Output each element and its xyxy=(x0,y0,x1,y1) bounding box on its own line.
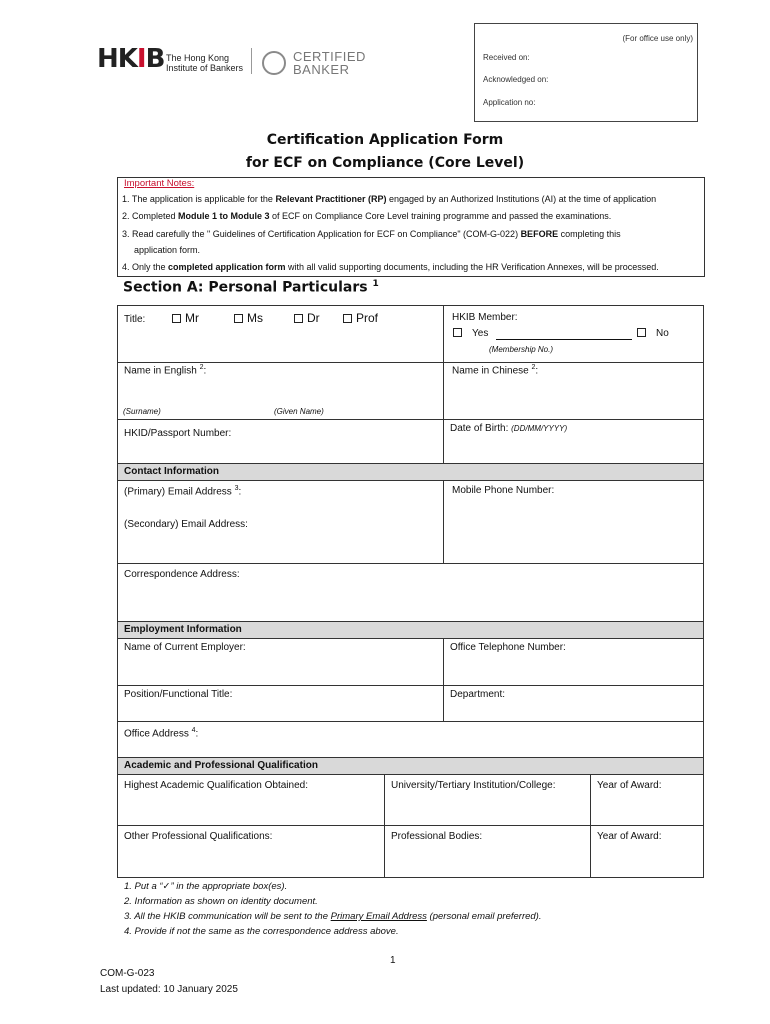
primary-email-sup: 3 xyxy=(234,485,239,492)
position-label: Position/Functional Title: xyxy=(124,689,233,700)
mobile-label: Mobile Phone Number: xyxy=(452,485,555,496)
contact-info-header xyxy=(117,463,704,481)
note-1-text-end: engaged by an Authorized Institutions (AI) at the time of application xyxy=(386,194,657,204)
name-english-text: Name in English xyxy=(124,365,197,377)
certified-seal-icon xyxy=(262,51,286,75)
other-qual-label: Other Professional Qualifications: xyxy=(124,831,273,842)
footnotes xyxy=(124,879,684,939)
last-updated: Last updated: 10 January 2025 xyxy=(100,984,238,995)
checkbox-prof[interactable] xyxy=(343,314,352,323)
checkbox-ms[interactable] xyxy=(234,314,243,323)
checkbox-mr[interactable] xyxy=(172,314,181,323)
note-3-cont: application form. xyxy=(134,245,201,255)
title-ms-label: Ms xyxy=(247,311,263,325)
note-4-text: 4. Only the xyxy=(122,262,169,272)
institute-name xyxy=(166,53,243,73)
secondary-email-label: (Secondary) Email Address: xyxy=(124,519,248,530)
certified-line2: BANKER xyxy=(293,62,350,77)
note-3-bold: BEFORE xyxy=(520,229,559,239)
office-address-text: Office Address xyxy=(124,728,189,740)
primary-email-text: (Primary) Email Address xyxy=(124,486,232,498)
form-title-line1: Certification Application Form xyxy=(266,132,504,148)
note-4 xyxy=(122,259,704,276)
dob-label xyxy=(450,423,567,434)
certified-banker xyxy=(293,50,366,76)
title-option-mr[interactable] xyxy=(172,311,199,325)
given-name-caption: (Given Name) xyxy=(274,407,324,416)
employer-label: Name of Current Employer: xyxy=(124,642,246,653)
footnote-4: 4. Provide if not the same as the correspondence address above. xyxy=(124,926,399,937)
name-chinese-label: Name in Chinese $^2$: xyxy=(452,364,539,377)
office-address-sup: 4 xyxy=(191,727,196,734)
hkid-label: HKID/Passport Number: xyxy=(124,428,232,439)
acknowledged-on-label: Acknowledged on: xyxy=(483,75,549,84)
office-address-label: Office Address $^4$: xyxy=(124,727,199,740)
yes-label: Yes xyxy=(472,328,489,339)
note-1-bold: Relevant Practitioner (RP) xyxy=(275,194,387,204)
note-1 xyxy=(122,191,702,208)
certified-line1: CERTIFIED xyxy=(293,49,366,64)
year-award-label-2: Year of Award: xyxy=(597,831,662,842)
hkib-no-option[interactable] xyxy=(637,328,669,339)
note-2-bold: Module 1 to Module 3 xyxy=(178,211,270,221)
title-option-ms[interactable] xyxy=(234,311,263,325)
office-tel-label: Office Telephone Number: xyxy=(450,642,566,653)
section-a-footnote-ref: 1 xyxy=(372,279,379,289)
office-use-header: (For office use only) xyxy=(622,34,693,43)
section-a-title: Section A: Personal Particulars xyxy=(123,279,368,296)
footnote-1: 1. Put a “✓” in the appropriate box(es). xyxy=(124,881,288,892)
contact-info-title: Contact Information xyxy=(124,466,219,477)
title-option-dr[interactable] xyxy=(294,311,320,325)
surname-caption: (Surname) xyxy=(123,407,161,416)
footnote-3-text-end: (personal email preferred). xyxy=(426,911,542,922)
notes-heading: Important Notes: xyxy=(124,178,195,189)
title-label: Title: xyxy=(124,314,146,325)
hkib-logo xyxy=(97,44,164,74)
note-3-text-end: completing this xyxy=(558,229,621,239)
name-english-label: Name in English $^2$: xyxy=(124,364,207,377)
received-on-label: Received on: xyxy=(483,53,530,62)
checkbox-yes[interactable] xyxy=(453,328,462,337)
name-chinese-text: Name in Chinese xyxy=(452,365,529,377)
title-prof-label: Prof xyxy=(356,311,379,325)
department-label: Department: xyxy=(450,689,506,700)
correspondence-label: Correspondence Address: xyxy=(124,569,240,580)
footnote-3-text: 3. All the HKIB communication will be sent to the xyxy=(124,911,331,922)
note-2-text: 2. Completed xyxy=(122,211,179,221)
footnote-3-underlined: Primary Email Address xyxy=(330,911,427,922)
office-address-cell[interactable] xyxy=(117,721,704,758)
note-2 xyxy=(122,208,702,225)
hkid-cell[interactable] xyxy=(117,419,444,464)
membership-no-caption: (Membership No.) xyxy=(489,345,554,354)
highest-qual-label: Highest Academic Qualification Obtained: xyxy=(124,780,308,791)
name-chinese-sup: 2 xyxy=(531,364,536,371)
hkib-yes-option[interactable] xyxy=(453,328,488,339)
name-english-sup: 2 xyxy=(199,364,204,371)
institute-line1: The Hong Kong xyxy=(166,53,230,63)
hkib-logo-text: HKIB xyxy=(97,44,165,74)
note-2-text-end: of ECF on Compliance Core Level training programme and passed the examinations. xyxy=(269,211,612,221)
application-no-label: Application no: xyxy=(483,98,536,107)
title-mr-label: Mr xyxy=(185,311,199,325)
form-title-line2: for ECF on Compliance (Core Level) xyxy=(245,155,525,171)
employment-info-title: Employment Information xyxy=(124,624,242,635)
title-option-prof[interactable] xyxy=(343,311,378,325)
institute-line2: Institute of Bankers xyxy=(166,63,244,73)
note-3 xyxy=(122,226,702,243)
hkib-member-label: HKIB Member: xyxy=(452,312,518,323)
footnote-2: 2. Information as shown on identity document. xyxy=(124,896,318,907)
title-dr-label: Dr xyxy=(307,311,320,325)
page-number: 1 xyxy=(390,955,396,966)
primary-email-label: (Primary) Email Address $^3$: xyxy=(124,485,242,498)
no-label: No xyxy=(656,328,669,339)
dob-format: (DD/MM/YYYY) xyxy=(511,424,568,433)
university-label: University/Tertiary Institution/College: xyxy=(391,780,556,791)
office-use-box xyxy=(474,23,698,122)
checkbox-dr[interactable] xyxy=(294,314,303,323)
employment-info-header xyxy=(117,621,704,639)
important-notes xyxy=(117,177,705,277)
year-award-label-1: Year of Award: xyxy=(597,780,662,791)
prof-bodies-label: Professional Bodies: xyxy=(391,831,483,842)
note-1-text: 1. The application is applicable for the xyxy=(122,194,276,204)
note-3-text: 3. Read carefully the " Guidelines of Certification Application for ECF on Compliance" (COM-G-022) xyxy=(122,229,521,239)
academic-title: Academic and Professional Qualification xyxy=(124,760,318,771)
membership-no-line[interactable] xyxy=(496,339,632,340)
doc-code: COM-G-023 xyxy=(100,968,155,979)
note-4-text-end: with all valid supporting documents, including the HR Verification Annexes, will be processed. xyxy=(285,262,659,272)
checkbox-no[interactable] xyxy=(637,328,646,337)
footnote-3 xyxy=(124,909,684,924)
logo-divider xyxy=(251,48,252,74)
academic-header xyxy=(117,757,704,775)
note-4-bold: completed application form xyxy=(168,262,286,272)
title-cell xyxy=(117,305,444,363)
section-a-heading xyxy=(123,279,379,296)
dob-text: Date of Birth: xyxy=(450,423,509,434)
